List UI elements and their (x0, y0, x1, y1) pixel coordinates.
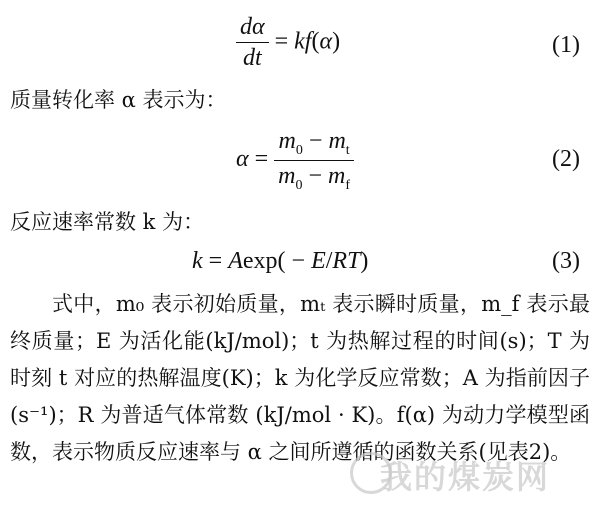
equation-2: α = $\frac{m_0 - m_t}{m_0 - m_f}$ (236, 128, 354, 193)
equation-3: k = Aexp( − E/RT) (192, 248, 369, 274)
equation-2-number: (2) (552, 146, 580, 172)
equation-3-number: (3) (552, 248, 580, 274)
explanation-paragraph: 式中，m₀ 表示初始质量，mₜ 表示瞬时质量，m_f 表示最终质量；E 为活化能(kJ/mol)；t 为热解过程的时间(s)；T 为时刻 t 对应的热解温度(K)；k 为化学反应常数；A 为指前因子(s⁻¹)；R 为普适气体常数 (kJ/mol · K)。f(α) 为动力学模型函数，表示物质反应速率与 α 之间所遵循的函数关系(见表2)。 (10, 292, 590, 464)
watermark-text: 我的煤炭网 (380, 458, 551, 496)
intro-alpha-text: 质量转化率 α 表示为： (10, 88, 227, 112)
fraction-mass-ratio: $\frac{m_0 - m_t}{m_0 - m_f}$ (274, 128, 354, 193)
intro-k-text: 反应速率常数 k 为： (10, 210, 205, 234)
equation-1: $\frac{d\alpha}{dt}$ = kf(α) (236, 14, 340, 72)
fraction-dalpha-dt: $\frac{d\alpha}{dt}$ (236, 14, 269, 72)
equation-1-number: (1) (552, 32, 580, 58)
